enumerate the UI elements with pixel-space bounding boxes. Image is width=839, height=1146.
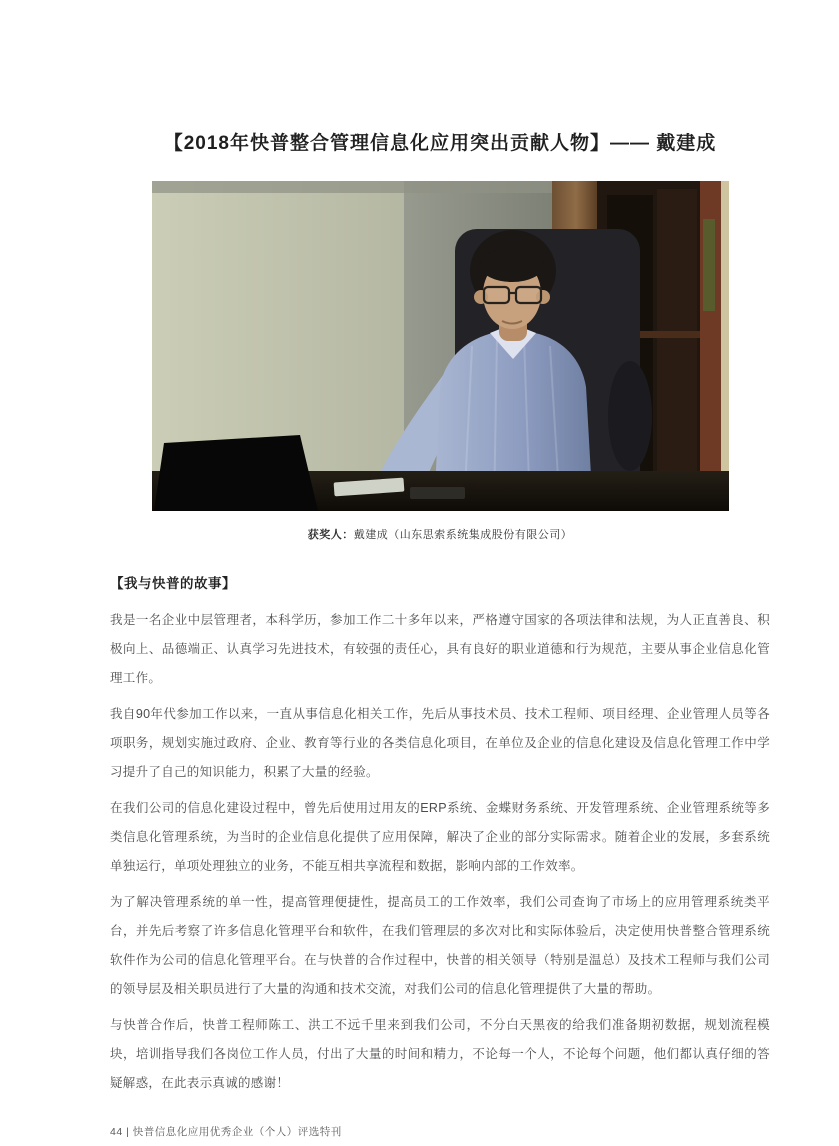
photo-caption	[110, 526, 770, 542]
award-winner-photo-illustration	[152, 181, 729, 511]
story-paragraph-5: 与快普合作后，快普工程师陈工、洪工不远千里来到我们公司，不分白天黑夜的给我们准备期初数据，规划流程模块，培训指导我们各岗位工作人员，付出了大量的时间和精力，不论每一个人，不论每个问题，他们都认真仔细的答疑解惑，在此表示真诚的感谢！	[110, 1018, 770, 1090]
story-paragraph-1: 我是一名企业中层管理者，本科学历，参加工作二十多年以来，严格遵守国家的各项法律和法规，为人正直善良、积极向上、品德端正、认真学习先进技术，有较强的责任心，具有良好的职业道德和行为规范，主要从事企业信息化管理工作。	[110, 613, 770, 685]
page-footer: 44 | 快普信息化应用优秀企业（个人）评选特刊	[110, 1126, 342, 1138]
page-title: 【2018年快普整合管理信息化应用突出贡献人物】—— 戴建成	[163, 133, 717, 154]
caption-label: 获奖人：	[307, 529, 354, 541]
section-title: 【我与快普的故事】	[110, 576, 236, 591]
story-paragraph-2: 我自90年代参加工作以来，一直从事信息化相关工作，先后从事技术员、技术工程师、项目经理、企业管理人员等各项职务，规划实施过政府、企业、教育等行业的各类信息化项目，在单位及企业的信息化建设及信息化管理工作中学习提升了自己的知识能力，积累了大量的经验。	[110, 707, 770, 779]
story-paragraph-4: 为了解决管理系统的单一性，提高管理便捷性，提高员工的工作效率，我们公司查询了市场上的应用管理系统类平台，并先后考察了许多信息化管理平台和软件，在我们管理层的多次对比和实际体验后，决定使用快普整合管理系统软件作为公司的信息化管理平台。在与快普的合作过程中，快普的相关领导（特别是温总）及技术工程师与我们公司的领导层及相关职员进行了大量的沟通和技术交流，对我们公司的信息化管理提供了大量的帮助。	[110, 895, 770, 996]
story-paragraph-3: 在我们公司的信息化建设过程中，曾先后使用过用友的ERP系统、金蝶财务系统、开发管理系统、企业管理系统等多类信息化管理系统，为当时的企业信息化提供了应用保障，解决了企业的部分实际需求。随着企业的发展，多套系统单独运行，单项处理独立的业务，不能互相共享流程和数据，影响内部的工作效率。	[110, 801, 770, 873]
story-body	[110, 606, 770, 1098]
caption-company: （山东思索系统集成股份有限公司）	[388, 529, 573, 541]
caption-name: 戴建成	[353, 529, 389, 541]
award-winner-photo	[152, 181, 729, 511]
